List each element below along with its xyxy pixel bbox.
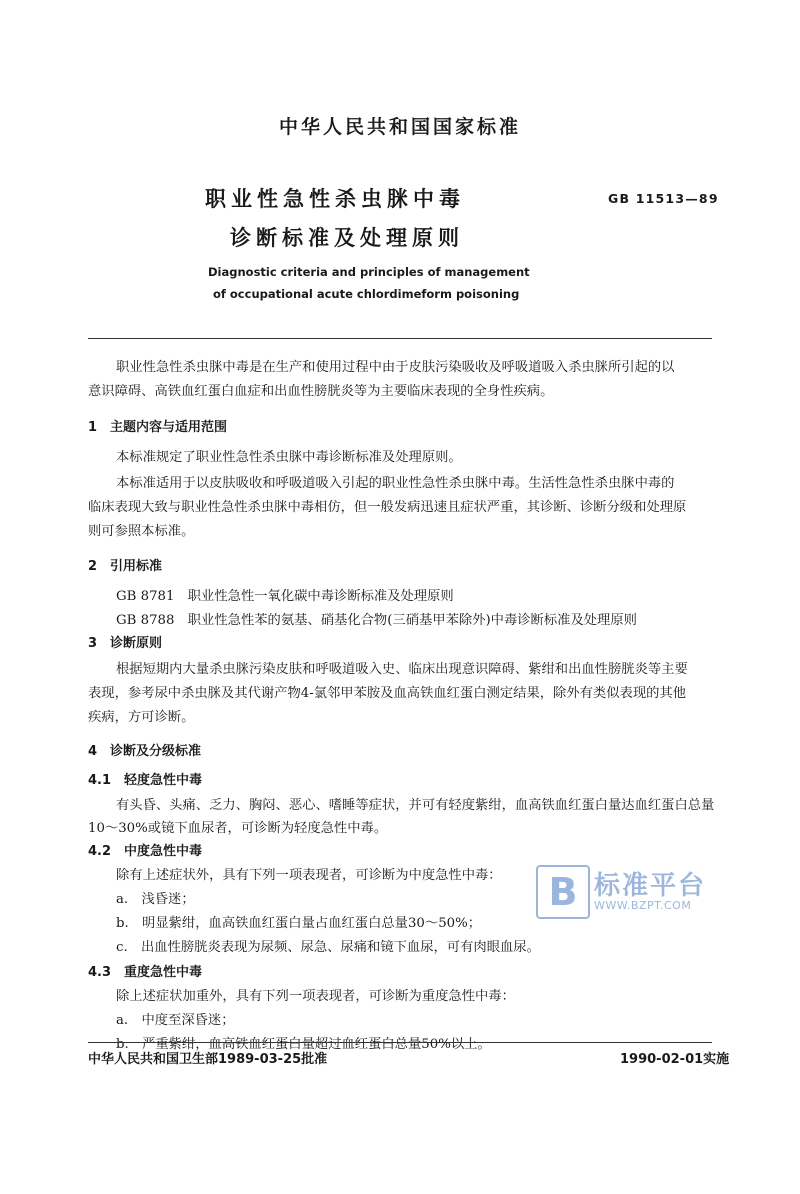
title-line-1: 职业性急性杀虫脒中毒 (205, 187, 465, 211)
section-4-1-line-2: 10～30%或镜下血尿者，可诊断为轻度急性中毒。 (88, 821, 388, 836)
intro-line-1: 职业性急性杀虫脒中毒是在生产和使用过程中由于皮肤污染吸收及呼吸道吸入杀虫脒所引起的以 (116, 360, 675, 375)
watermark-logo (530, 861, 730, 936)
reference-gb8788: GB 8788 职业性急性苯的氨基、硝基化合物(三硝基甲苯除外)中毒诊断标准及处理原则 (116, 613, 637, 628)
top-divider (88, 338, 712, 339)
standard-code: GB 11513—89 (608, 191, 719, 206)
section-4-3-item-a: a. 中度至深昏迷； (116, 1013, 235, 1028)
section-4-3-item-b: b. 严重紫绀，血高铁血红蛋白量超过血红蛋白总量50%以上。 (116, 1037, 491, 1052)
section-3-line-1: 根据短期内大量杀虫脒污染皮肤和呼吸道吸入史、临床出现意识障碍、紫绀和出血性膀胱炎等主要 (116, 662, 688, 677)
section-4-2-item-b: b. 明显紫绀，血高铁血红蛋白量占血红蛋白总量30～50%； (116, 916, 482, 931)
section-1-heading: 1 主题内容与适用范围 (88, 420, 228, 435)
section-4-1-heading: 4.1 轻度急性中毒 (88, 773, 203, 788)
english-title-line-1: Diagnostic criteria and principles of management (208, 265, 530, 279)
section-1-paragraph-2-line-2: 临床表现大致与职业性急性杀虫脒中毒相仿，但一般发病迅速且症状严重，其诊断、诊断分级和处理原 (88, 500, 687, 515)
section-3-line-3: 疾病，方可诊断。 (88, 710, 195, 725)
title-line-2: 诊断标准及处理原则 (230, 226, 464, 250)
watermark-url: WWW.BZPT.COM (594, 899, 692, 912)
effective-date: 1990-02-01实施 (620, 1052, 730, 1067)
section-4-1-line-1: 有头昏、头痛、乏力、胸闷、恶心、嗜睡等症状，并可有轻度紫绀，血高铁血红蛋白量达血红蛋白总量 (116, 798, 715, 813)
section-1-paragraph-2-line-1: 本标准适用于以皮肤吸收和呼吸道吸入引起的职业性急性杀虫脒中毒。生活性急性杀虫脒中毒的 (116, 476, 675, 491)
section-3-heading: 3 诊断原则 (88, 636, 163, 651)
section-2-heading: 2 引用标准 (88, 559, 163, 574)
intro-line-2: 意识障碍、高铁血红蛋白血症和出血性膀胱炎等为主要临床表现的全身性疾病。 (88, 384, 554, 399)
section-3-line-2: 表现，参考尿中杀虫脒及其代谢产物4-氯邻甲苯胺及血高铁血红蛋白测定结果，除外有类似表现的其他 (88, 686, 687, 701)
standard-type-header: 中华人民共和国国家标准 (278, 116, 521, 138)
section-1-paragraph-2-line-3: 则可参照本标准。 (88, 524, 195, 539)
approval-note: 中华人民共和国卫生部1989-03-25批准 (88, 1052, 328, 1067)
section-4-3-lead: 除上述症状加重外，具有下列一项表现者，可诊断为重度急性中毒： (116, 989, 515, 1004)
watermark-b-icon: B (536, 865, 590, 919)
section-4-2-lead: 除有上述症状外，具有下列一项表现者，可诊断为中度急性中毒： (116, 868, 502, 883)
watermark-text: 标准平台 (594, 871, 707, 901)
section-1-paragraph-1: 本标准规定了职业性急性杀虫脒中毒诊断标准及处理原则。 (116, 450, 462, 465)
section-4-2-heading: 4.2 中度急性中毒 (88, 844, 203, 859)
english-title-line-2: of occupational acute chlordimeform poisoning (213, 287, 520, 301)
section-4-2-item-a: a. 浅昏迷； (116, 892, 195, 907)
bottom-divider (88, 1042, 712, 1043)
section-4-3-heading: 4.3 重度急性中毒 (88, 965, 203, 980)
section-4-2-item-c: c. 出血性膀胱炎表现为尿频、尿急、尿痛和镜下血尿，可有肉眼血尿。 (116, 940, 540, 955)
reference-gb8781: GB 8781 职业性急性一氧化碳中毒诊断标准及处理原则 (116, 589, 454, 604)
section-4-heading: 4 诊断及分级标准 (88, 744, 202, 759)
